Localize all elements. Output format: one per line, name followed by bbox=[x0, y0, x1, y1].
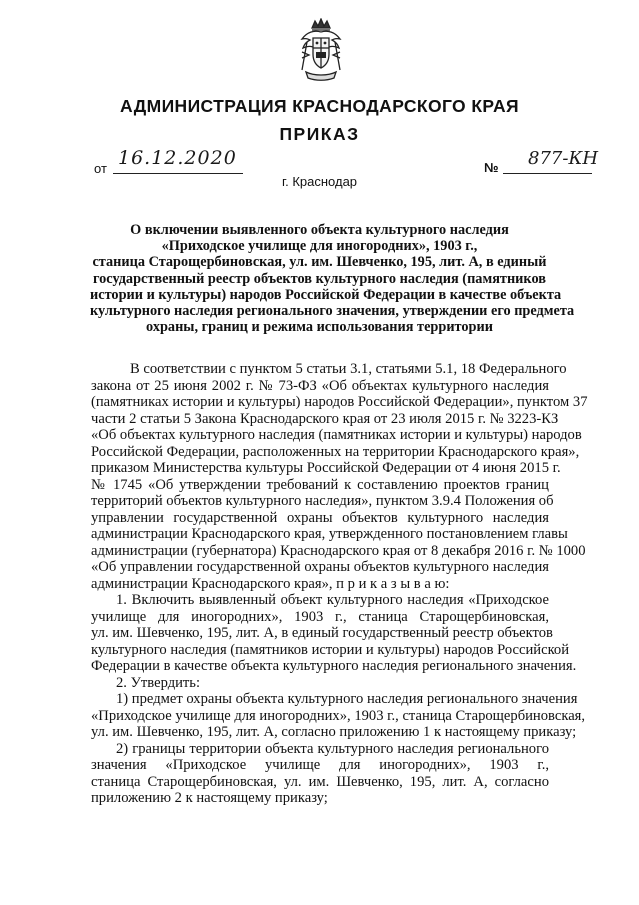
body-line: культурного наследия (памятников истории и культуры) народов Российской bbox=[91, 641, 570, 658]
body-line: В соответствии с пунктом 5 статьи 3.1, статьями 5.1, 18 Федерального bbox=[130, 361, 567, 377]
document-type: ПРИКАЗ bbox=[279, 124, 360, 144]
body-line: администрации Краснодарского края», п р и к а з ы в а ю: bbox=[91, 575, 450, 592]
body-line: администрации (губернатора) Краснодарского края от 8 декабря 2016 г. № 1000 bbox=[91, 542, 586, 559]
body-line: 2. Утвердить: bbox=[116, 674, 201, 691]
title-line: О включении выявленного объекта культурного наследия bbox=[130, 222, 509, 238]
body-line: Федерации в качестве объекта культурного наследия регионального значения. bbox=[91, 658, 577, 674]
body-line: администрации Краснодарского края, утвержденного постановлением главы bbox=[91, 526, 568, 542]
body-line: станица Старощербиновская, ул. им. Шевченко, 195, лит. А, согласно bbox=[91, 773, 549, 790]
date-value: 16.12.2020 bbox=[118, 147, 237, 169]
body-line: 1) предмет охраны объекта культурного наследия регионального значения bbox=[116, 691, 578, 707]
body-line: ул. им. Шевченко, 195, лит. А, в единый государственный реестр объектов bbox=[91, 625, 553, 641]
document-body bbox=[91, 361, 588, 807]
body-line: «Приходское училище для иногородних», 1903 г., станица Старощербиновская, bbox=[91, 707, 586, 724]
krasnodar-krai-coat-of-arms-icon bbox=[298, 18, 344, 84]
body-line: управлении государственной охраны объектов культурного наследия bbox=[91, 509, 549, 526]
city: г. Краснодар bbox=[281, 174, 358, 189]
body-line: «Об управлении государственной охраны объектов культурного наследия bbox=[91, 559, 549, 575]
body-line: закона от 25 июня 2002 г. № 73-ФЗ «Об объектах культурного наследия bbox=[91, 377, 549, 394]
body-line: (памятниках истории и культуры) народов Российской Федерации», пунктом 37 bbox=[91, 394, 588, 410]
title-line: культурного наследия регионального значения, утверждении его предмета bbox=[90, 303, 575, 320]
body-line: 1. Включить выявленный объект культурного наследия «Приходское bbox=[116, 592, 549, 608]
title-line: охраны, границ и режима использования территории bbox=[146, 319, 493, 336]
body-line: территорий объектов культурного наследия», пунктом 3.9.4 Положения об bbox=[91, 493, 554, 509]
body-line: «Об объектах культурного наследия (памятниках истории и культуры) народов bbox=[91, 427, 582, 443]
body-line: приказом Министерства культуры Российской Федерации от 4 июня 2015 г. bbox=[91, 460, 561, 476]
body-line: училище для иногородних», 1903 г., станица Старощербиновская, bbox=[91, 608, 549, 625]
body-line: приложению 2 к настоящему приказу; bbox=[91, 790, 328, 806]
body-line: 2) границы территории объекта культурного наследия регионального bbox=[116, 740, 549, 757]
body-line: части 2 статьи 5 Закона Краснодарского края от 23 июля 2015 г. № 3223-КЗ bbox=[91, 410, 559, 427]
date-label: от bbox=[94, 161, 107, 176]
title-line: государственный реестр объектов культурного наследия (памятников bbox=[93, 270, 546, 287]
title-line: «Приходское училище для иногородних», 1903 г., bbox=[161, 238, 478, 255]
title-line: истории и культуры) народов Российской Федерации в качестве объекта bbox=[90, 286, 562, 303]
document-number: 877-КН bbox=[528, 148, 599, 169]
body-line: Российской Федерации, расположенных на территории Краснодарского края», bbox=[91, 443, 580, 460]
organization-name: АДМИНИСТРАЦИЯ КРАСНОДАРСКОГО КРАЯ bbox=[120, 96, 519, 116]
body-line: ул. им. Шевченко, 195, лит. А, согласно приложению 1 к настоящему приказу; bbox=[91, 724, 577, 740]
body-line: № 1745 «Об утверждении требований к составлению проектов границ bbox=[91, 476, 549, 493]
body-line: значения «Приходское училище для иногородних», 1903 г., bbox=[91, 757, 549, 773]
number-label: № bbox=[484, 160, 499, 175]
document-title bbox=[90, 222, 575, 336]
title-line: станица Старощербиновская, ул. им. Шевченко, 195, лит. А, в единый bbox=[92, 254, 547, 271]
